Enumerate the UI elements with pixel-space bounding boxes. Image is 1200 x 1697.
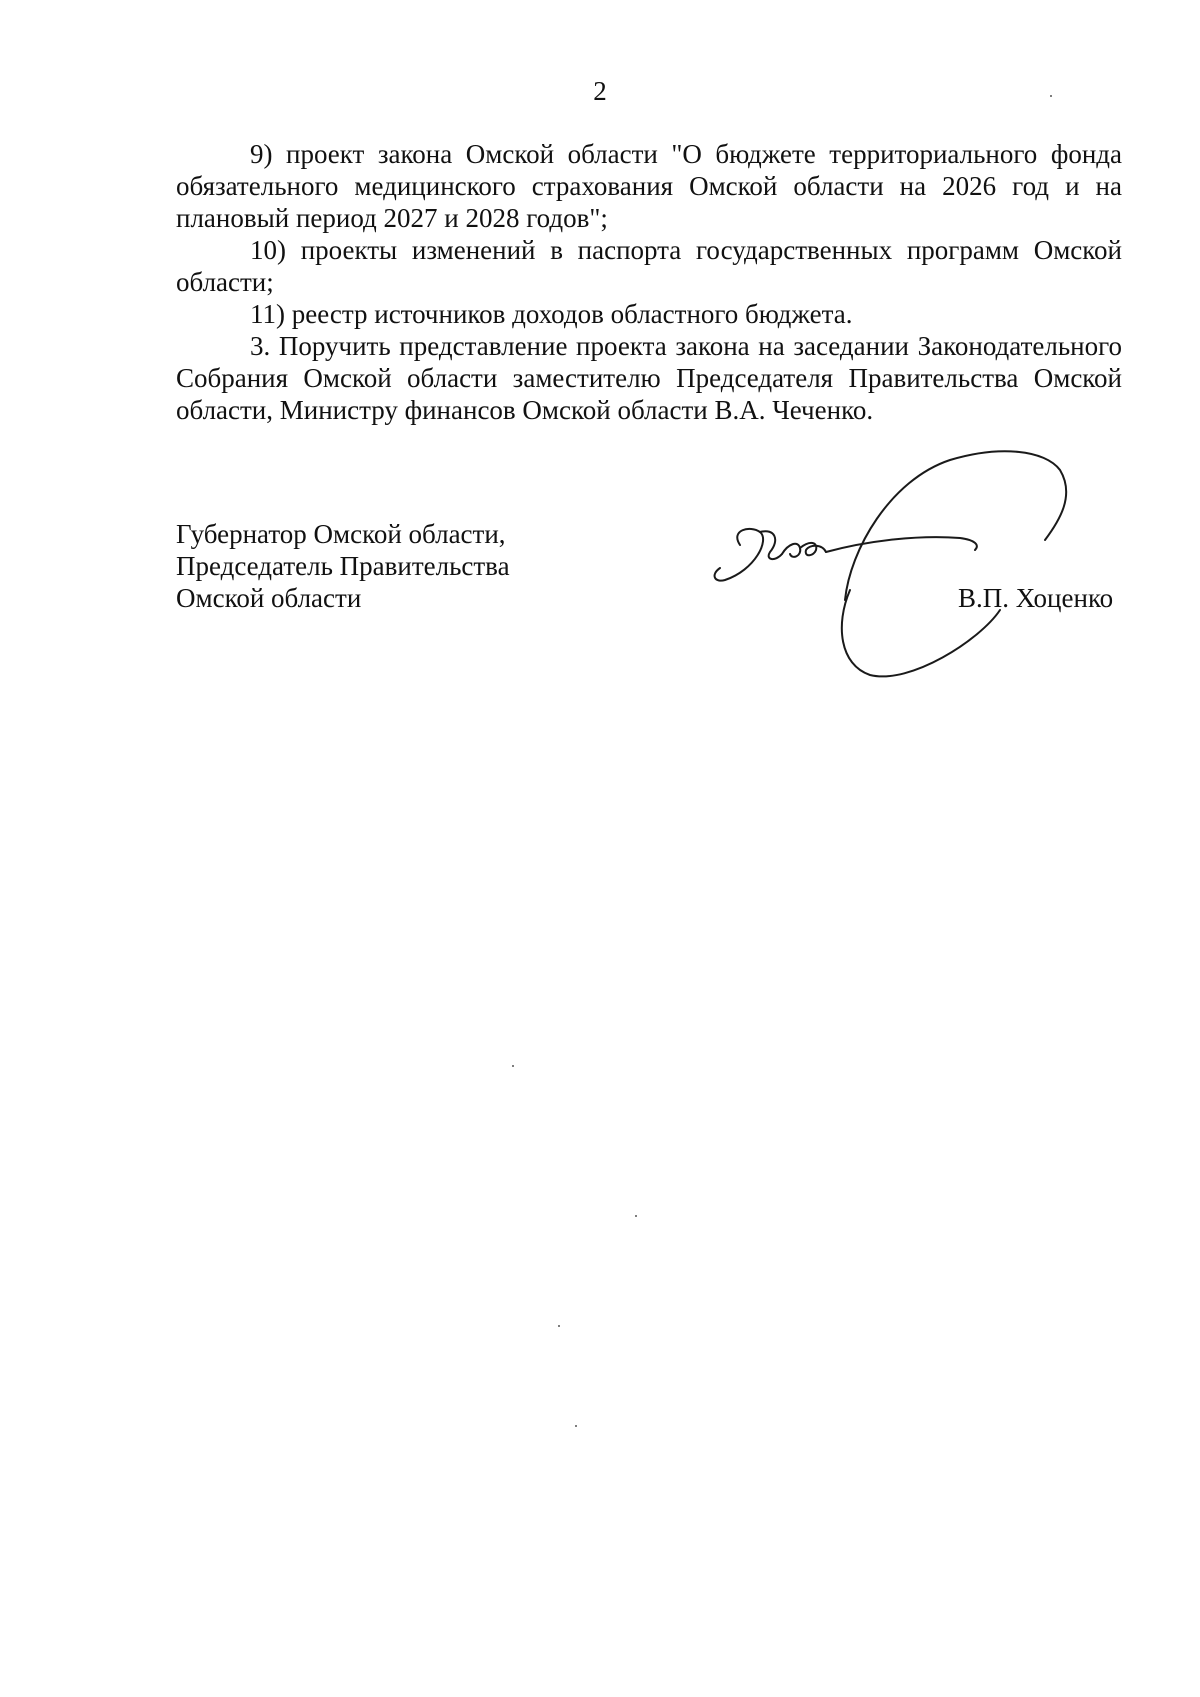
signatory-position-line: Председатель Правительства (176, 551, 510, 581)
paragraph-item-9: 9) проект закона Омской области "О бюджете территориального фонда обязательного медицинского страхования Омской области на 2026 год и на плановый период 2027 и 2028 годов"; (176, 139, 1122, 233)
signatory-position-line: Омской области (176, 583, 362, 613)
page-number: 2 (593, 76, 607, 106)
scan-speck (1050, 95, 1052, 97)
scan-speck (635, 1215, 637, 1217)
handwritten-signature (700, 440, 1100, 690)
scan-speck (558, 1325, 560, 1327)
paragraph-point-3: 3. Поручить представление проекта закона на заседании Законодательного Собрания Омской области заместителю Председателя Правительства Омской области, Министру финансов Омской области В.А. Чеченко. (176, 331, 1122, 425)
paragraph-item-11: 11) реестр источников доходов областного бюджета. (250, 299, 853, 329)
paragraph-item-10: 10) проекты изменений в паспорта государственных программ Омской области; (176, 235, 1122, 297)
document-body (176, 138, 1122, 426)
scan-speck (512, 1065, 514, 1067)
signatory-position-line: Губернатор Омской области, (176, 519, 506, 549)
signatory-position (176, 518, 510, 614)
signer-name: В.П. Хоценко (958, 583, 1114, 613)
scan-speck (575, 1425, 577, 1427)
